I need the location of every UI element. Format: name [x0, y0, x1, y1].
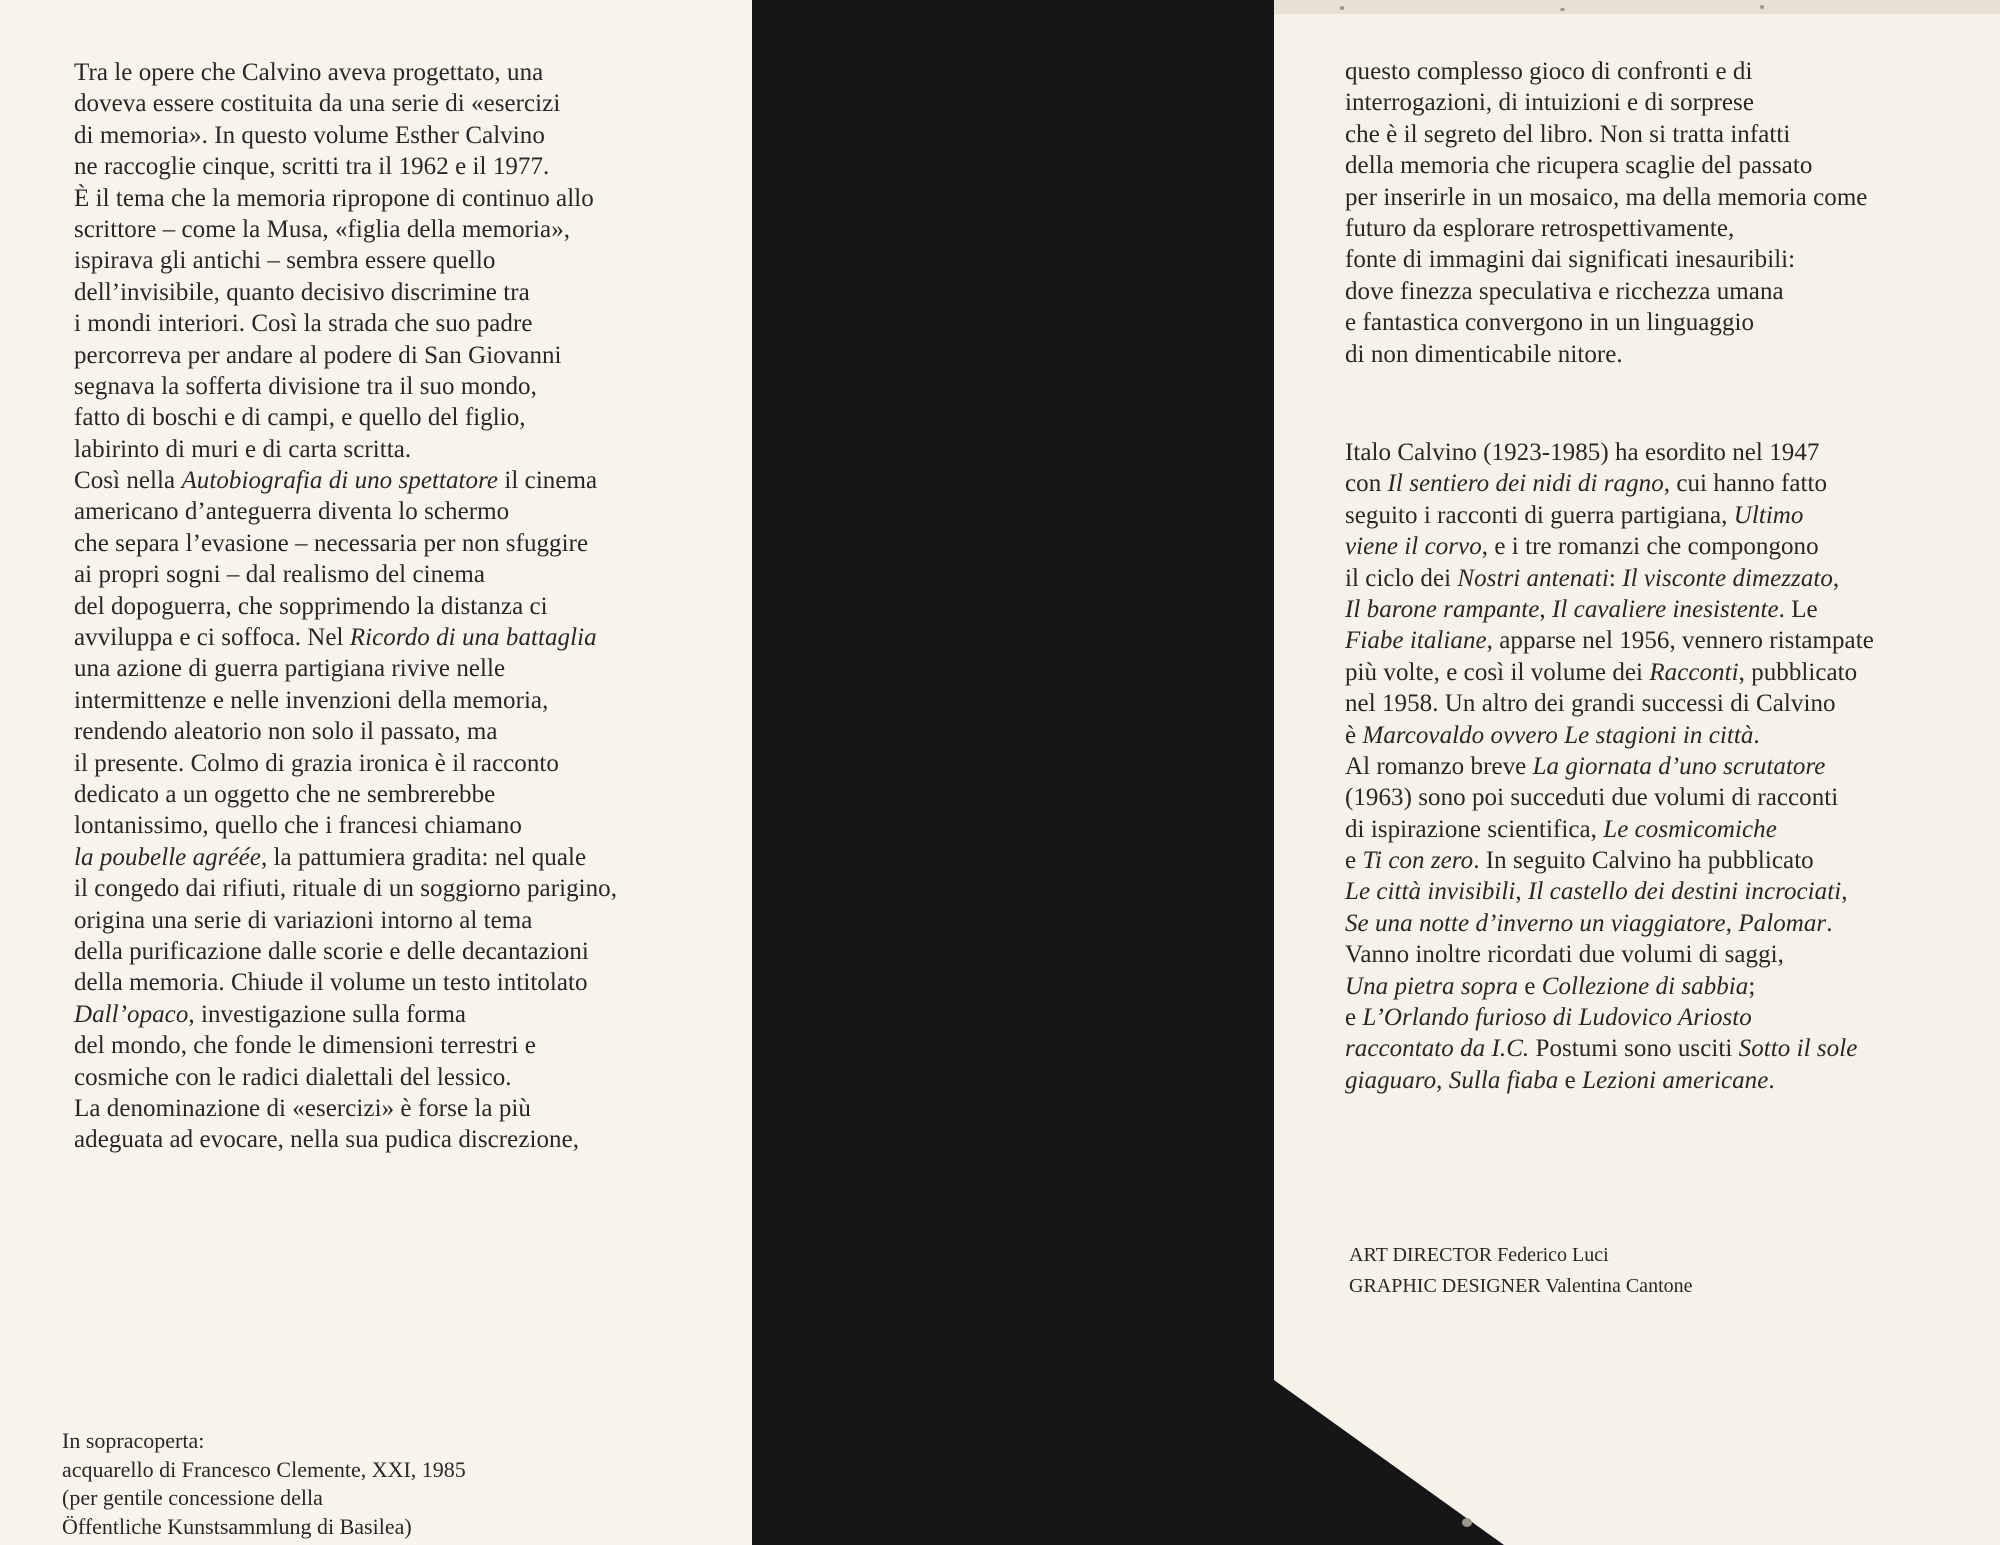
text-run: rendendo aleatorio non solo il passato, ma [74, 718, 498, 746]
text-run: del mondo, che fonde le dimensioni terrestri e [74, 1032, 536, 1060]
italic-title: Racconti [1649, 658, 1739, 686]
italic-title: Lezioni americane [1582, 1066, 1769, 1094]
text-line [1345, 908, 1874, 939]
text-line [1345, 56, 1867, 87]
text-run: , [1515, 878, 1528, 906]
italic-title: Il sentiero dei nidi di ragno [1387, 470, 1664, 498]
italic-title: la poubelle agréée [74, 843, 261, 871]
text-run: , [1832, 564, 1840, 592]
text-line [74, 88, 617, 119]
text-line [74, 653, 617, 684]
italic-title: Ti con zero [1362, 847, 1474, 875]
text-run: ispirava gli antichi – sembra essere quello [74, 247, 496, 275]
text-line [1345, 939, 1874, 970]
text-line [1345, 307, 1867, 338]
text-line [74, 967, 617, 998]
paper-fleck [1340, 6, 1344, 10]
text-line [74, 183, 617, 214]
text-run: di memoria». In questo volume Esther Calvino [74, 121, 545, 149]
text-run: labirinto di muri e di carta scritta. [74, 435, 412, 463]
text-run: , e i tre romanzi che compongono [1481, 533, 1819, 561]
text-run: il presente. Colmo di grazia ironica è il racconto [74, 749, 559, 777]
text-run: per inserirle in un mosaico, ma della memoria come [1345, 183, 1868, 211]
text-line [1345, 437, 1874, 468]
text-line [1345, 468, 1874, 499]
text-line [1345, 1033, 1874, 1064]
italic-title: Il castello dei destini incrociati [1528, 878, 1842, 906]
italic-title: Una pietra sopra [1345, 972, 1519, 1000]
italic-title: Il barone rampante [1345, 595, 1540, 623]
italic-title: Fiabe italiane [1345, 627, 1487, 655]
text-run: , [1436, 1066, 1449, 1094]
text-line [74, 810, 617, 841]
text-line [74, 1093, 617, 1124]
italic-title: giaguaro [1345, 1066, 1437, 1094]
text-run: e fantastica convergono in un linguaggio [1345, 309, 1755, 337]
text-run: , pubblicato [1738, 658, 1858, 686]
text-run: intermittenze e nelle invenzioni della memoria, [74, 686, 549, 714]
text-line [74, 57, 617, 88]
text-run: . In seguito Calvino ha pubblicato [1473, 847, 1814, 875]
text-run: ; [1748, 972, 1756, 1000]
left-flap-text [74, 57, 617, 1156]
italic-title: L’Orlando furioso di Ludovico Ariosto [1362, 1004, 1752, 1032]
text-run: percorreva per andare al podere di San Giovanni [74, 341, 562, 369]
text-line [74, 779, 617, 810]
text-line [74, 245, 617, 276]
text-run: seguito i racconti di guerra partigiana, [1345, 501, 1734, 529]
italic-title: Il visconte dimezzato [1622, 564, 1833, 592]
text-line [74, 685, 617, 716]
text-run: della memoria che ricupera scaglie del passato [1345, 152, 1813, 180]
italic-title: Marcovaldo ovvero Le stagioni in città [1362, 721, 1754, 749]
text-line [74, 936, 617, 967]
text-run: con [1345, 470, 1388, 498]
text-run: , la pattumiera gradita: nel quale [260, 843, 587, 871]
author-biography [1345, 437, 1874, 1096]
text-run: questo complesso gioco di confronti e di [1345, 58, 1753, 85]
text-run: che separa l’evasione – necessaria per non sfuggire [74, 529, 589, 557]
text-run: (1963) sono poi succeduti due volumi di racconti [1345, 784, 1839, 812]
text-run: fatto di boschi e di campi, e quello del figlio, [74, 404, 526, 432]
text-line [1345, 87, 1867, 118]
text-line [1345, 657, 1874, 688]
text-run: cosmiche con le radici dialettali del lessico. [74, 1063, 512, 1091]
text-run: il congedo dai rifiuti, rituale di un soggiorno parigino, [74, 875, 618, 903]
text-run: , [1539, 595, 1553, 623]
text-line [1345, 720, 1874, 751]
text-run: i mondi interiori. Così la strada che suo padre [74, 310, 533, 338]
text-line [74, 340, 617, 371]
text-line [1345, 971, 1874, 1002]
text-run: e [1345, 847, 1363, 875]
text-run: dedicato a un oggetto che ne sembrerebbe [74, 780, 496, 808]
text-run: dell’invisibile, quanto decisivo discrimine tra [74, 278, 530, 306]
italic-title: Le cosmicomiche [1603, 815, 1777, 843]
text-line [74, 999, 617, 1030]
italic-title: Autobiografia di uno spettatore [181, 467, 499, 495]
cover-credit-note [62, 1427, 466, 1541]
italic-title: raccontato da I.C. [1345, 1035, 1530, 1063]
text-run: adeguata ad evocare, nella sua pudica discrezione, [74, 1126, 580, 1154]
text-run: , [1841, 878, 1848, 906]
text-line [74, 528, 617, 559]
text-run: del dopoguerra, che sopprimendo la distanza ci [74, 592, 548, 620]
text-line [1345, 688, 1874, 719]
text-run: della memoria. Chiude il volume un testo intitolato [74, 969, 588, 997]
text-line [1345, 339, 1867, 370]
italic-title: La giornata d’uno scrutatore [1532, 752, 1826, 780]
text-run: Vanno inoltre ricordati due volumi di saggi, [1345, 941, 1784, 969]
text-line [1345, 751, 1874, 782]
paper-fleck [1462, 1518, 1472, 1527]
text-line [74, 716, 617, 747]
italic-title: Nostri antenati [1457, 564, 1609, 592]
text-line [1345, 594, 1874, 625]
text-run: Così nella [74, 467, 182, 495]
art-director-credit: ART DIRECTOR Federico Luci [1349, 1244, 1609, 1266]
text-run: ai propri sogni – dal realismo del cinema [74, 561, 485, 589]
text-line [1345, 876, 1874, 907]
text-line [74, 1124, 617, 1155]
text-line [74, 371, 617, 402]
text-line [74, 151, 617, 182]
text-run: doveva essere costituita da una serie di «esercizi [74, 90, 561, 118]
text-line [74, 842, 617, 873]
text-line [1345, 244, 1867, 275]
text-run: La denominazione di «esercizi» è forse la più [74, 1094, 531, 1122]
text-line [1345, 1002, 1874, 1033]
italic-title: Sotto il sole [1738, 1035, 1858, 1063]
text-line [1345, 814, 1874, 845]
text-line [1345, 1065, 1874, 1096]
text-line [74, 591, 617, 622]
text-run: americano d’anteguerra diventa lo schermo [74, 498, 510, 526]
text-line [74, 748, 617, 779]
italic-title: Sulla fiaba [1448, 1066, 1559, 1094]
design-credits [1349, 1240, 1693, 1302]
text-line [1345, 531, 1874, 562]
cover-note-line: Öffentliche Kunstsammlung di Basilea) [62, 1513, 412, 1539]
text-run: dove finezza speculativa e ricchezza umana [1345, 277, 1784, 305]
text-run: e [1558, 1066, 1583, 1094]
text-line [1345, 500, 1874, 531]
text-line [74, 496, 617, 527]
paper-fleck [1760, 5, 1764, 9]
graphic-designer-credit: GRAPHIC DESIGNER Valentina Cantone [1349, 1275, 1693, 1297]
cover-note-line: acquarello di Francesco Clemente, XXI, 1985 [62, 1456, 466, 1482]
text-run: . [1768, 1066, 1775, 1094]
text-run: , [1725, 909, 1739, 937]
italic-title: Dall’opaco [74, 1000, 189, 1028]
text-line [74, 1062, 617, 1093]
text-run: È il tema che la memoria ripropone di continuo allo [74, 184, 594, 212]
text-run: scrittore – come la Musa, «figlia della memoria», [74, 215, 571, 243]
text-run: avviluppa e ci soffoca. Nel [74, 624, 350, 652]
text-run: , investigazione sulla forma [188, 1000, 467, 1028]
text-line [1345, 563, 1874, 594]
text-line [1345, 119, 1867, 150]
text-line [74, 622, 617, 653]
text-run: il cinema [498, 467, 598, 495]
text-line [74, 873, 617, 904]
right-flap-continuation-text [1345, 56, 1867, 370]
italic-title: Ricordo di una battaglia [349, 624, 597, 652]
italic-title: viene il corvo [1345, 533, 1482, 561]
text-line [74, 120, 617, 151]
text-run: , apparse nel 1956, vennero ristampate [1486, 627, 1874, 655]
text-run: più volte, e così il volume dei [1345, 658, 1650, 686]
cover-note-line: In sopracoperta: [62, 1428, 205, 1453]
cover-note-line: (per gentile concessione della [62, 1485, 323, 1510]
text-line [74, 277, 617, 308]
italic-title: Ultimo [1733, 501, 1804, 529]
text-line [74, 402, 617, 433]
text-run: segnava la sofferta divisione tra il suo mondo, [74, 372, 537, 400]
text-run: fonte di immagini dai significati inesauribili: [1345, 246, 1796, 274]
text-run: il ciclo dei [1345, 564, 1458, 592]
text-run: di non dimenticabile nitore. [1345, 340, 1623, 368]
text-run: origina una serie di variazioni intorno al tema [74, 906, 533, 934]
text-line [1345, 150, 1867, 181]
text-run: interrogazioni, di intuizioni e di sorprese [1345, 89, 1754, 117]
text-line [74, 905, 617, 936]
text-run: . Le [1778, 595, 1818, 623]
text-line [1345, 182, 1867, 213]
text-run: è [1345, 721, 1363, 749]
text-line [74, 465, 617, 496]
text-run: , cui hanno fatto [1663, 470, 1828, 498]
italic-title: Collezione di sabbia [1541, 972, 1749, 1000]
italic-title: Le città invisibili [1345, 878, 1516, 906]
text-line [74, 1030, 617, 1061]
text-run: : [1608, 564, 1623, 592]
text-line [1345, 276, 1867, 307]
text-run: e [1518, 972, 1542, 1000]
text-run: Al romanzo breve [1345, 752, 1533, 780]
text-run: di ispirazione scientifica, [1345, 815, 1604, 843]
italic-title: Palomar [1738, 909, 1827, 937]
text-run: ne raccoglie cinque, scritti tra il 1962 e il 1977. [74, 153, 550, 181]
italic-title: Se una notte d’inverno un viaggiatore [1345, 909, 1726, 937]
paper-fleck [1560, 8, 1565, 11]
text-line [1345, 213, 1867, 244]
text-run: . [1753, 721, 1760, 749]
italic-title: Il cavaliere inesistente [1552, 595, 1779, 623]
text-line [74, 434, 617, 465]
text-line [74, 559, 617, 590]
text-line [1345, 625, 1874, 656]
text-line [1345, 845, 1874, 876]
text-run: futuro da esplorare retrospettivamente, [1345, 214, 1735, 242]
text-run: lontanissimo, quello che i francesi chiamano [74, 812, 522, 840]
text-run: e [1345, 1004, 1363, 1032]
text-run: che è il segreto del libro. Non si tratta infatti [1345, 120, 1791, 148]
text-run: Postumi sono usciti [1529, 1035, 1739, 1063]
text-line [1345, 782, 1874, 813]
text-run: Tra le opere che Calvino aveva progettato, una [74, 59, 544, 86]
text-run: una azione di guerra partigiana rivive nelle [74, 655, 506, 683]
text-run: della purificazione dalle scorie e delle decantazioni [74, 937, 589, 965]
text-run: nel 1958. Un altro dei grandi successi di Calvino [1345, 690, 1836, 718]
text-line [74, 308, 617, 339]
text-run: . [1826, 909, 1833, 937]
text-run: Italo Calvino (1923-1985) ha esordito nel 1947 [1345, 439, 1820, 466]
text-line [74, 214, 617, 245]
